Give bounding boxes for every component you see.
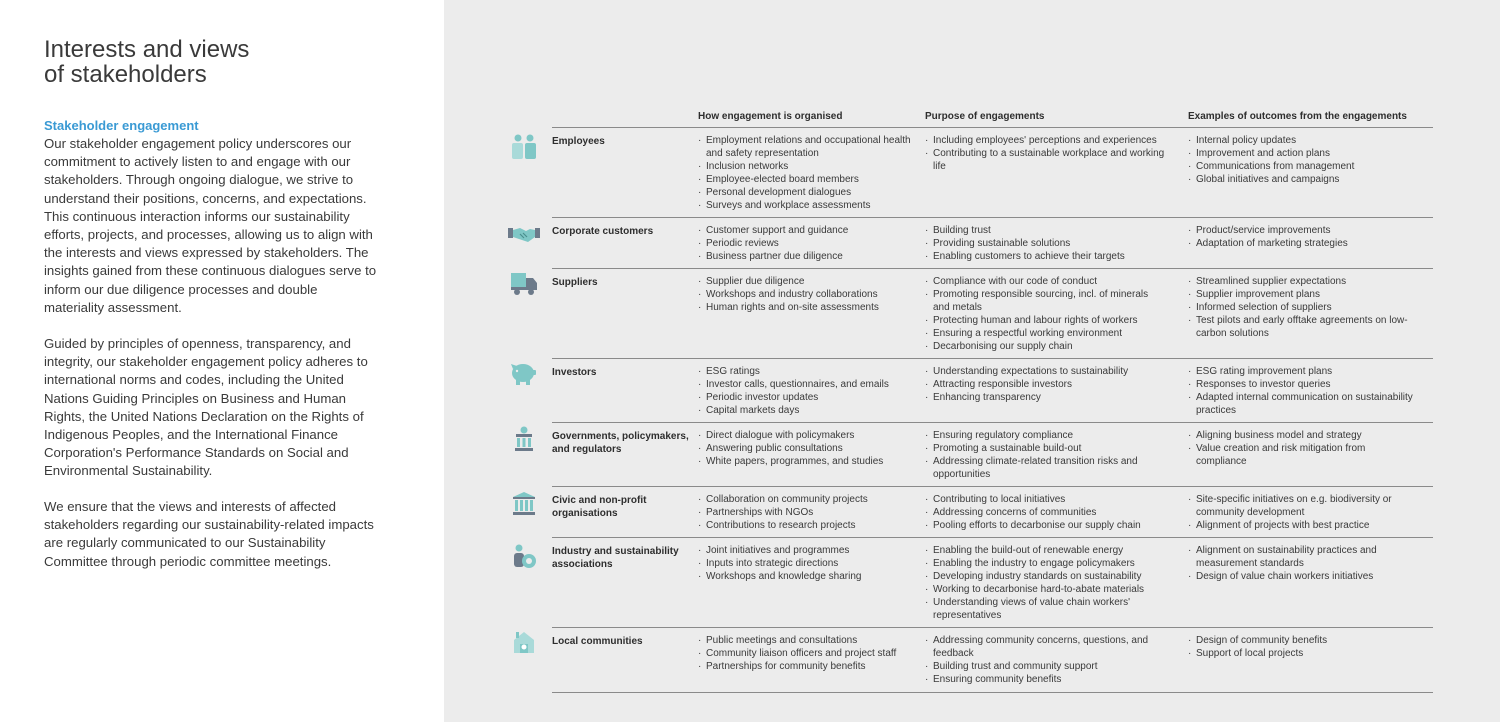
header-how: How engagement is organised bbox=[698, 111, 843, 122]
list-item: · Responses to investor queries bbox=[1188, 379, 1416, 392]
row-name: Governments, policymakers, and regulators bbox=[552, 431, 689, 455]
list-item: · Building trust bbox=[925, 225, 1165, 238]
outcomes-list bbox=[1188, 494, 1416, 533]
purpose-list bbox=[925, 276, 1165, 353]
page-title-line1: Interests and views bbox=[44, 36, 250, 63]
list-item: · Adaptation of marketing strategies bbox=[1188, 238, 1416, 251]
list-item: · Answering public consultations bbox=[698, 443, 918, 456]
list-item: · Ensuring community benefits bbox=[925, 674, 1165, 687]
list-item: · Alignment of projects with best practice bbox=[1188, 520, 1416, 533]
list-item: · Joint initiatives and programmes bbox=[698, 545, 918, 558]
list-item: · Improvement and action plans bbox=[1188, 148, 1416, 161]
list-item: · Working to decarbonise hard-to-abate materials bbox=[925, 584, 1165, 597]
list-item: · Site-specific initiatives on e.g. biodiversity or community development bbox=[1188, 494, 1416, 520]
list-item: · Promoting responsible sourcing, incl. of minerals and metals bbox=[925, 289, 1165, 315]
purpose-list bbox=[925, 494, 1165, 533]
list-item: · Adapted internal communication on sustainability practices bbox=[1188, 392, 1416, 418]
how-list bbox=[698, 276, 918, 315]
header-outcomes: Examples of outcomes from the engagements bbox=[1188, 111, 1407, 122]
list-item: · Communications from management bbox=[1188, 161, 1416, 174]
table-row bbox=[552, 359, 1433, 423]
list-item: · Inputs into strategic directions bbox=[698, 558, 918, 571]
piggy-bank-icon bbox=[508, 359, 540, 389]
list-item: · Investor calls, questionnaires, and emails bbox=[698, 379, 918, 392]
list-item: · Public meetings and consultations bbox=[698, 635, 918, 648]
how-list bbox=[698, 430, 918, 469]
list-item: · Providing sustainable solutions bbox=[925, 238, 1165, 251]
list-item: · Employee-elected board members bbox=[698, 174, 918, 187]
row-name: Local communities bbox=[552, 636, 643, 647]
table-row bbox=[552, 218, 1433, 269]
row-name: Suppliers bbox=[552, 277, 598, 288]
institution-icon bbox=[508, 489, 540, 519]
list-item: · Building trust and community support bbox=[925, 661, 1165, 674]
purpose-list bbox=[925, 135, 1165, 174]
list-item: · Product/service improvements bbox=[1188, 225, 1416, 238]
list-item: · Ensuring regulatory compliance bbox=[925, 430, 1165, 443]
list-item: · Compliance with our code of conduct bbox=[925, 276, 1165, 289]
table-row bbox=[552, 487, 1433, 538]
row-name: Corporate customers bbox=[552, 226, 654, 237]
list-item: · Decarbonising our supply chain bbox=[925, 341, 1165, 354]
list-item: · Personal development dialogues bbox=[698, 187, 918, 200]
list-item: · White papers, programmes, and studies bbox=[698, 456, 918, 469]
row-name: Industry and sustainability associations bbox=[552, 546, 679, 570]
table-header bbox=[552, 110, 1433, 128]
list-item: · Understanding views of value chain workers' representatives bbox=[925, 597, 1165, 623]
list-item: · Attracting responsible investors bbox=[925, 379, 1165, 392]
list-item: · Informed selection of suppliers bbox=[1188, 302, 1416, 315]
outcomes-list bbox=[1188, 430, 1416, 469]
list-item: · Supplier due diligence bbox=[698, 276, 918, 289]
outcomes-list bbox=[1188, 635, 1416, 661]
list-item: · Addressing concerns of communities bbox=[925, 507, 1165, 520]
list-item: · Contributions to research projects bbox=[698, 520, 918, 533]
list-item: · Capital markets days bbox=[698, 405, 918, 418]
left-panel bbox=[0, 0, 444, 722]
outcomes-list bbox=[1188, 366, 1416, 418]
employees-icon bbox=[508, 133, 540, 163]
list-item: · Enabling the build-out of renewable energy bbox=[925, 545, 1165, 558]
list-item: · ESG ratings bbox=[698, 366, 918, 379]
table-row bbox=[552, 128, 1433, 218]
list-item: · Developing industry standards on sustainability bbox=[925, 571, 1165, 584]
outcomes-list bbox=[1188, 545, 1416, 584]
list-item: · Business partner due diligence bbox=[698, 251, 918, 264]
list-item: · ESG rating improvement plans bbox=[1188, 366, 1416, 379]
how-list bbox=[698, 494, 918, 533]
list-item: · Workshops and industry collaborations bbox=[698, 289, 918, 302]
list-item: · Enabling customers to achieve their targets bbox=[925, 251, 1165, 264]
table-row bbox=[552, 423, 1433, 487]
purpose-list bbox=[925, 225, 1165, 264]
purpose-list bbox=[925, 635, 1165, 687]
outcomes-list bbox=[1188, 135, 1416, 187]
list-item: · Including employees' perceptions and experiences bbox=[925, 135, 1165, 148]
purpose-list bbox=[925, 366, 1165, 405]
list-item: · Contributing to local initiatives bbox=[925, 494, 1165, 507]
list-item: · Addressing climate-related transition risks and opportunities bbox=[925, 456, 1165, 482]
list-item: · Alignment on sustainability practices and measurement standards bbox=[1188, 545, 1416, 571]
how-list bbox=[698, 366, 918, 418]
list-item: · Protecting human and labour rights of workers bbox=[925, 315, 1165, 328]
page-title-line2: of stakeholders bbox=[44, 61, 207, 88]
list-item: · Inclusion networks bbox=[698, 161, 918, 174]
section-subheading: Stakeholder engagement bbox=[44, 118, 199, 133]
list-item: · Direct dialogue with policymakers bbox=[698, 430, 918, 443]
how-list bbox=[698, 135, 918, 212]
list-item: · Promoting a sustainable build-out bbox=[925, 443, 1165, 456]
list-item: · Aligning business model and strategy bbox=[1188, 430, 1416, 443]
how-list bbox=[698, 225, 918, 264]
list-item: · Test pilots and early offtake agreements on low-carbon solutions bbox=[1188, 315, 1416, 341]
list-item: · Addressing community concerns, questions, and feedback bbox=[925, 635, 1165, 661]
purpose-list bbox=[925, 545, 1165, 622]
list-item: · Surveys and workplace assessments bbox=[698, 200, 918, 213]
list-item: · Global initiatives and campaigns bbox=[1188, 174, 1416, 187]
how-list bbox=[698, 635, 918, 674]
list-item: · Periodic investor updates bbox=[698, 392, 918, 405]
intro-paragraph-2: Guided by principles of openness, transparency, and integrity, our stakeholder engagement policy adheres to international norms and codes, including the United Nations Guiding Principles on Business and Human Rights, the United Nations Declaration on the Rights of Indigenous Peoples, and the International Finance Corporation's Performance Standards on Social and Environmental Sustainability. bbox=[44, 336, 368, 479]
list-item: · Design of value chain workers initiatives bbox=[1188, 571, 1416, 584]
list-item: · Ensuring a respectful working environment bbox=[925, 328, 1165, 341]
list-item: · Workshops and knowledge sharing bbox=[698, 571, 918, 584]
header-purpose: Purpose of engagements bbox=[925, 111, 1045, 122]
list-item: · Supplier improvement plans bbox=[1188, 289, 1416, 302]
list-item: · Understanding expectations to sustainability bbox=[925, 366, 1165, 379]
list-item: · Streamlined supplier expectations bbox=[1188, 276, 1416, 289]
page-title bbox=[44, 37, 249, 87]
list-item: · Support of local projects bbox=[1188, 648, 1416, 661]
list-item: · Value creation and risk mitigation from compliance bbox=[1188, 443, 1416, 469]
truck-icon bbox=[508, 269, 540, 299]
intro-paragraph-1: Our stakeholder engagement policy underscores our commitment to actively listen to and engage with our stakeholders. Through ongoing dialogue, we strive to understand their positions, concerns, and expectations. This continuous interaction informs our sustainability efforts, projects, and processes, allowing us to align with the interests and views expressed by stakeholders. The insights gained from these continuous dialogues serve to inform our due diligence processes and double materiality assessment. bbox=[44, 136, 377, 315]
table-row bbox=[552, 628, 1433, 693]
intro-paragraph-3: We ensure that the views and interests of affected stakeholders regarding our sustainability-related impacts are regularly communicated to our Sustainability Committee through periodic committee meetings. bbox=[44, 499, 374, 569]
table-row bbox=[552, 538, 1433, 628]
purpose-list bbox=[925, 430, 1165, 482]
list-item: · Customer support and guidance bbox=[698, 225, 918, 238]
list-item: · Enhancing transparency bbox=[925, 392, 1165, 405]
list-item: · Design of community benefits bbox=[1188, 635, 1416, 648]
list-item: · Partnerships for community benefits bbox=[698, 661, 918, 674]
list-item: · Collaboration on community projects bbox=[698, 494, 918, 507]
outcomes-list bbox=[1188, 276, 1416, 341]
outcomes-list bbox=[1188, 225, 1416, 251]
list-item: · Enabling the industry to engage policymakers bbox=[925, 558, 1165, 571]
list-item: · Partnerships with NGOs bbox=[698, 507, 918, 520]
list-item: · Employment relations and occupational health and safety representation bbox=[698, 135, 918, 161]
list-item: · Community liaison officers and project staff bbox=[698, 648, 918, 661]
list-item: · Internal policy updates bbox=[1188, 135, 1416, 148]
how-list bbox=[698, 545, 918, 584]
stakeholder-table bbox=[552, 110, 1433, 693]
association-icon bbox=[508, 543, 540, 573]
government-icon bbox=[508, 425, 540, 455]
row-name: Investors bbox=[552, 367, 597, 378]
row-name: Civic and non-profit organisations bbox=[552, 495, 647, 519]
list-item: · Pooling efforts to decarbonise our supply chain bbox=[925, 520, 1165, 533]
handshake-icon bbox=[508, 220, 540, 250]
community-icon bbox=[508, 628, 540, 658]
table-row bbox=[552, 269, 1433, 359]
list-item: · Contributing to a sustainable workplace and working life bbox=[925, 148, 1165, 174]
row-name: Employees bbox=[552, 136, 605, 147]
list-item: · Human rights and on-site assessments bbox=[698, 302, 918, 315]
list-item: · Periodic reviews bbox=[698, 238, 918, 251]
